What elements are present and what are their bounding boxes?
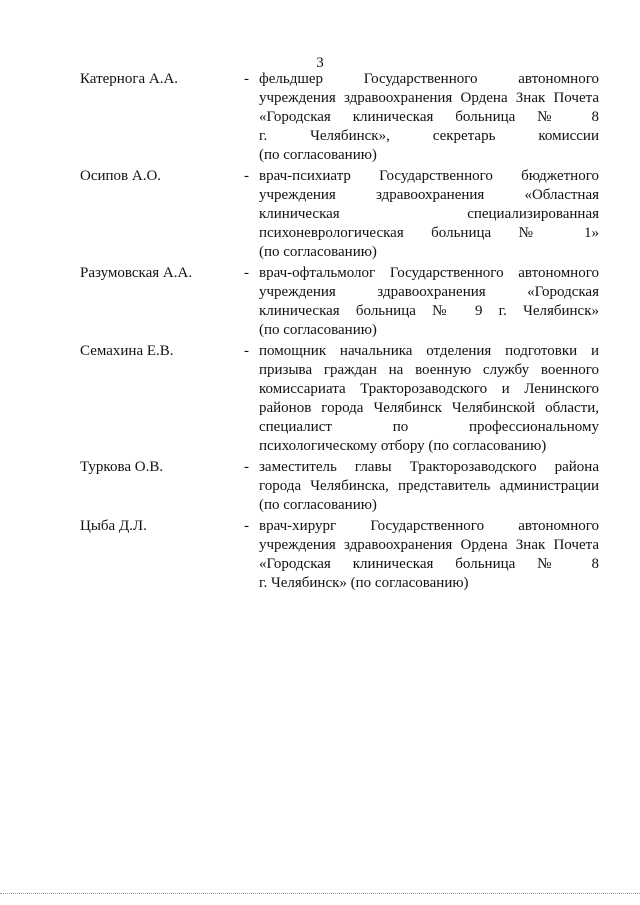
member-name: Осипов А.О.	[80, 168, 162, 184]
description-line: клиническая специализированная	[259, 206, 599, 222]
member-name: Разумовская А.А.	[80, 265, 193, 281]
member-entry	[0, 70, 640, 165]
member-dash: -	[244, 459, 249, 475]
member-name: Цыба Д.Л.	[80, 518, 147, 534]
description-line: учреждения здравоохранения Ордена Знак Почета	[259, 90, 599, 106]
description-line: (по согласованию)	[259, 322, 377, 338]
member-dash: -	[244, 518, 249, 534]
description-line: учреждения здравоохранения «Городская	[259, 284, 599, 300]
member-description	[259, 70, 599, 165]
description-line: г. Челябинск», секретарь комиссии	[259, 128, 599, 144]
member-dash: -	[244, 71, 249, 87]
member-entry	[0, 167, 640, 262]
member-entry	[0, 517, 640, 593]
description-line: учреждения здравоохранения «Областная	[259, 187, 599, 203]
member-description	[259, 342, 599, 456]
description-line: клиническая больница № 9 г. Челябинск»	[259, 303, 599, 319]
description-line: врач-офтальмолог Государственного автономного	[259, 265, 599, 281]
member-dash: -	[244, 168, 249, 184]
description-line: «Городская клиническая больница № 8	[259, 556, 599, 572]
description-line: призыва граждан на военную службу военного	[259, 362, 599, 378]
description-line: специалист по профессиональному	[259, 419, 599, 435]
description-line: города Челябинска, представитель администрации	[259, 478, 599, 494]
page-number: 3	[316, 55, 324, 71]
description-line: врач-хирург Государственного автономного	[259, 518, 599, 534]
member-description	[259, 458, 599, 515]
description-line: психоневрологическая больница № 1»	[259, 225, 599, 241]
member-description	[259, 264, 599, 340]
member-entry	[0, 342, 640, 456]
description-line: помощник начальника отделения подготовки и	[259, 343, 599, 359]
member-name: Катернога А.А.	[80, 71, 179, 87]
description-line: комиссариата Тракторозаводского и Ленинского	[259, 381, 599, 397]
description-line: (по согласованию)	[259, 147, 377, 163]
description-line: (по согласованию)	[259, 244, 377, 260]
member-description	[259, 167, 599, 262]
member-dash: -	[244, 265, 249, 281]
member-name: Семахина Е.В.	[80, 343, 174, 359]
member-entry	[0, 458, 640, 515]
description-line: «Городская клиническая больница № 8	[259, 109, 599, 125]
commission-members-list	[0, 70, 640, 595]
member-name: Туркова О.В.	[80, 459, 164, 475]
description-line: (по согласованию)	[259, 497, 377, 513]
description-line: заместитель главы Тракторозаводского района	[259, 459, 599, 475]
description-line: психологическому отбору (по согласованию)	[259, 438, 547, 454]
page-bottom-rule	[0, 893, 640, 894]
member-entry	[0, 264, 640, 340]
description-line: врач-психиатр Государственного бюджетного	[259, 168, 599, 184]
description-line: учреждения здравоохранения Ордена Знак Почета	[259, 537, 599, 553]
description-line: районов города Челябинск Челябинской области,	[259, 400, 599, 416]
member-description	[259, 517, 599, 593]
description-line: фельдшер Государственного автономного	[259, 71, 599, 87]
description-line: г. Челябинск» (по согласованию)	[259, 575, 469, 591]
member-dash: -	[244, 343, 249, 359]
